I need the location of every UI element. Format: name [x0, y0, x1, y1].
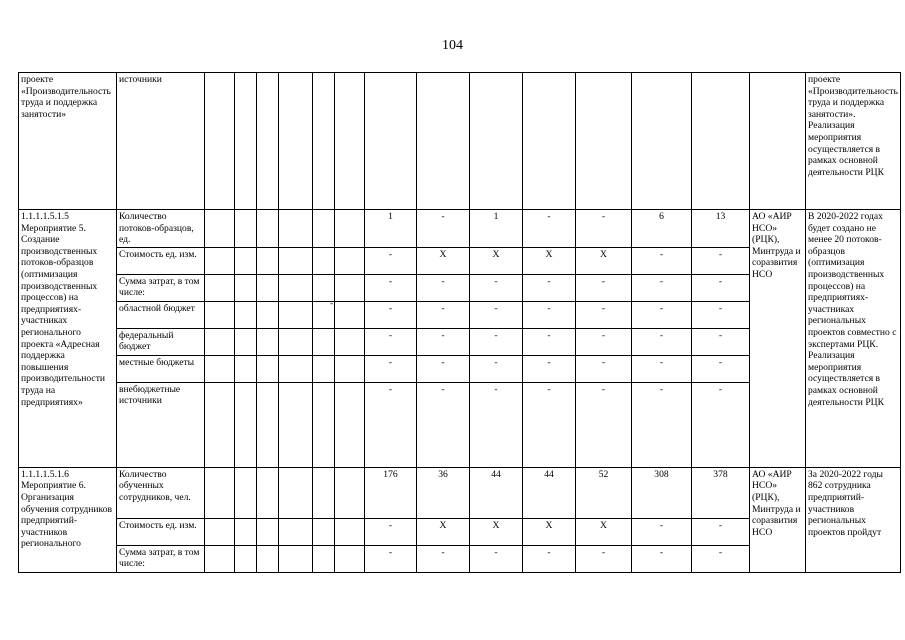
empty-cell	[313, 73, 335, 210]
indicator-cell: источники	[117, 73, 205, 210]
empty-cell	[279, 247, 313, 274]
empty-cell	[205, 210, 235, 248]
executor-cell: АО «АИР НСО» (РЦК), Минтруда и соразвития НСО	[750, 467, 806, 572]
value-cell: -	[417, 545, 470, 572]
empty-cell	[313, 545, 335, 572]
empty-cell	[279, 274, 313, 301]
value-cell: -	[576, 355, 632, 382]
empty-cell	[313, 355, 335, 382]
activity-name-cell: проекте «Производительность труда и поддержка занятости»	[19, 73, 117, 210]
executor-cell	[750, 73, 806, 210]
value-cell: X	[470, 518, 523, 545]
indicator-cell: областной бюджет	[117, 301, 205, 328]
value-cell: 1	[365, 210, 417, 248]
value-cell: -	[365, 545, 417, 572]
value-cell: -	[692, 382, 750, 467]
value-cell	[576, 73, 632, 210]
value-cell: -	[576, 210, 632, 248]
empty-cell	[335, 301, 365, 328]
value-cell: -	[470, 355, 523, 382]
empty-cell	[313, 247, 335, 274]
value-cell: -	[523, 382, 576, 467]
empty-cell	[235, 382, 257, 467]
empty-cell	[205, 355, 235, 382]
value-cell: -	[632, 301, 692, 328]
value-cell: -	[365, 382, 417, 467]
empty-cell	[335, 467, 365, 518]
empty-cell	[235, 73, 257, 210]
empty-cell	[313, 382, 335, 467]
empty-cell	[205, 382, 235, 467]
value-cell: 176	[365, 467, 417, 518]
value-cell: -	[523, 274, 576, 301]
value-cell: -	[365, 355, 417, 382]
empty-cell	[257, 467, 279, 518]
indicator-cell: Стоимость ед. изм.	[117, 518, 205, 545]
empty-cell	[313, 328, 335, 355]
value-cell: -	[417, 382, 470, 467]
value-cell: -	[365, 518, 417, 545]
empty-cell	[257, 518, 279, 545]
value-cell	[470, 73, 523, 210]
value-cell	[523, 73, 576, 210]
empty-cell	[235, 274, 257, 301]
empty-cell	[335, 382, 365, 467]
indicator-cell: Сумма затрат, в том числе:	[117, 274, 205, 301]
empty-cell	[235, 467, 257, 518]
value-cell: 44	[523, 467, 576, 518]
value-cell: 378	[692, 467, 750, 518]
table-row	[19, 210, 901, 248]
value-cell: -	[417, 274, 470, 301]
executor-cell: АО «АИР НСО» (РЦК), Минтруда и соразвития НСО	[750, 210, 806, 468]
value-cell: -	[692, 247, 750, 274]
value-cell: -	[417, 328, 470, 355]
value-cell: -	[417, 355, 470, 382]
value-cell: -	[365, 301, 417, 328]
value-cell: 52	[576, 467, 632, 518]
value-cell	[417, 73, 470, 210]
page-number: 104	[442, 38, 463, 53]
value-cell: -	[692, 274, 750, 301]
value-cell: 36	[417, 467, 470, 518]
value-cell: -	[470, 301, 523, 328]
value-cell: 6	[632, 210, 692, 248]
indicator-cell: местные бюджеты	[117, 355, 205, 382]
indicator-cell: внебюджетные источники	[117, 382, 205, 467]
empty-cell	[335, 247, 365, 274]
empty-cell	[313, 210, 335, 248]
empty-cell	[279, 328, 313, 355]
value-cell: -	[470, 328, 523, 355]
value-cell: -	[523, 210, 576, 248]
empty-cell	[335, 355, 365, 382]
value-cell: -	[576, 545, 632, 572]
value-cell: -	[632, 382, 692, 467]
indicator-cell: Стоимость ед. изм.	[117, 247, 205, 274]
value-cell	[692, 73, 750, 210]
empty-cell	[257, 545, 279, 572]
value-cell: -	[523, 328, 576, 355]
value-cell: -	[692, 355, 750, 382]
empty-cell	[279, 210, 313, 248]
value-cell: -	[523, 545, 576, 572]
indicator-cell: Количество обученных сотрудников, чел.	[117, 467, 205, 518]
value-cell: -	[632, 274, 692, 301]
indicator-cell: Количество потоков-образцов, ед.	[117, 210, 205, 248]
empty-cell	[257, 73, 279, 210]
value-cell: 44	[470, 467, 523, 518]
value-cell	[365, 73, 417, 210]
empty-cell	[335, 518, 365, 545]
value-cell: -	[470, 274, 523, 301]
value-cell: -	[417, 210, 470, 248]
empty-cell	[257, 355, 279, 382]
empty-cell	[257, 274, 279, 301]
empty-cell	[235, 328, 257, 355]
empty-cell	[235, 518, 257, 545]
empty-cell	[205, 545, 235, 572]
empty-cell	[235, 545, 257, 572]
value-cell: -	[417, 301, 470, 328]
empty-cell	[335, 545, 365, 572]
activity-name-cell: 1.1.1.1.5.1.5 Мероприятие 5. Создание производственных потоков-образцов (оптимизация производственных процессов) на предприятиях-участниках регионального проекта «Адресная поддержка повышения производительности труда на предприятиях»	[19, 210, 117, 468]
value-cell: -	[523, 355, 576, 382]
empty-cell	[279, 518, 313, 545]
empty-cell	[205, 518, 235, 545]
value-cell: -	[470, 382, 523, 467]
value-cell: -	[692, 301, 750, 328]
indicator-cell: Сумма затрат, в том числе:	[117, 545, 205, 572]
value-cell: -	[632, 518, 692, 545]
program-table	[18, 72, 901, 573]
value-cell: X	[417, 518, 470, 545]
value-cell: -	[632, 355, 692, 382]
value-cell: 1	[470, 210, 523, 248]
value-cell: -	[576, 274, 632, 301]
value-cell: X	[523, 518, 576, 545]
empty-cell	[235, 301, 257, 328]
table-row	[19, 467, 901, 518]
value-cell: -	[632, 545, 692, 572]
empty-cell	[335, 210, 365, 248]
empty-cell	[205, 328, 235, 355]
value-cell: -	[692, 518, 750, 545]
empty-cell	[335, 328, 365, 355]
empty-cell	[235, 355, 257, 382]
value-cell: -	[632, 247, 692, 274]
table-row	[19, 73, 901, 210]
empty-cell	[205, 467, 235, 518]
empty-cell	[279, 467, 313, 518]
value-cell: -	[576, 328, 632, 355]
empty-cell	[257, 328, 279, 355]
empty-cell	[335, 274, 365, 301]
empty-cell	[313, 467, 335, 518]
value-cell: -	[576, 382, 632, 467]
empty-cell	[257, 247, 279, 274]
value-cell: -	[692, 328, 750, 355]
value-cell: -	[692, 545, 750, 572]
value-cell: -	[632, 328, 692, 355]
empty-cell	[235, 210, 257, 248]
empty-cell	[313, 518, 335, 545]
value-cell: -	[365, 274, 417, 301]
empty-cell	[205, 301, 235, 328]
value-cell: -	[365, 328, 417, 355]
value-cell: X	[417, 247, 470, 274]
value-cell: 308	[632, 467, 692, 518]
empty-cell	[205, 274, 235, 301]
empty-cell	[279, 382, 313, 467]
empty-cell	[279, 545, 313, 572]
value-cell: X	[576, 518, 632, 545]
empty-cell	[279, 73, 313, 210]
empty-cell	[205, 73, 235, 210]
empty-cell	[257, 301, 279, 328]
empty-cell	[335, 73, 365, 210]
empty-cell	[279, 355, 313, 382]
stray-dash-mark: -	[330, 298, 334, 309]
activity-name-cell: 1.1.1.1.5.1.6 Мероприятие 6. Организация обучения сотрудников предприятий-участников регионального	[19, 467, 117, 572]
value-cell: -	[470, 545, 523, 572]
value-cell	[632, 73, 692, 210]
value-cell: X	[523, 247, 576, 274]
value-cell: X	[470, 247, 523, 274]
empty-cell	[205, 247, 235, 274]
empty-cell	[257, 382, 279, 467]
empty-cell	[235, 247, 257, 274]
value-cell: -	[523, 301, 576, 328]
result-cell: В 2020-2022 годах будет создано не менее 20 потоков-образцов (оптимизация производственных процессов) на предприятиях-участниках региональных проектов совместно с экспертами РЦК. Реализация мероприятия осуществляется в рамках основной деятельности РЦК	[806, 210, 901, 468]
indicator-cell: федеральный бюджет	[117, 328, 205, 355]
value-cell: -	[576, 301, 632, 328]
empty-cell	[279, 301, 313, 328]
value-cell: -	[365, 247, 417, 274]
value-cell: X	[576, 247, 632, 274]
result-cell: За 2020-2022 годы 862 сотрудника предприятий-участников региональных проектов пройдут	[806, 467, 901, 572]
value-cell: 13	[692, 210, 750, 248]
result-cell: проекте «Производительность труда и поддержка занятости». Реализация мероприятия осуществляется в рамках основной деятельности РЦК	[806, 73, 901, 210]
empty-cell	[257, 210, 279, 248]
